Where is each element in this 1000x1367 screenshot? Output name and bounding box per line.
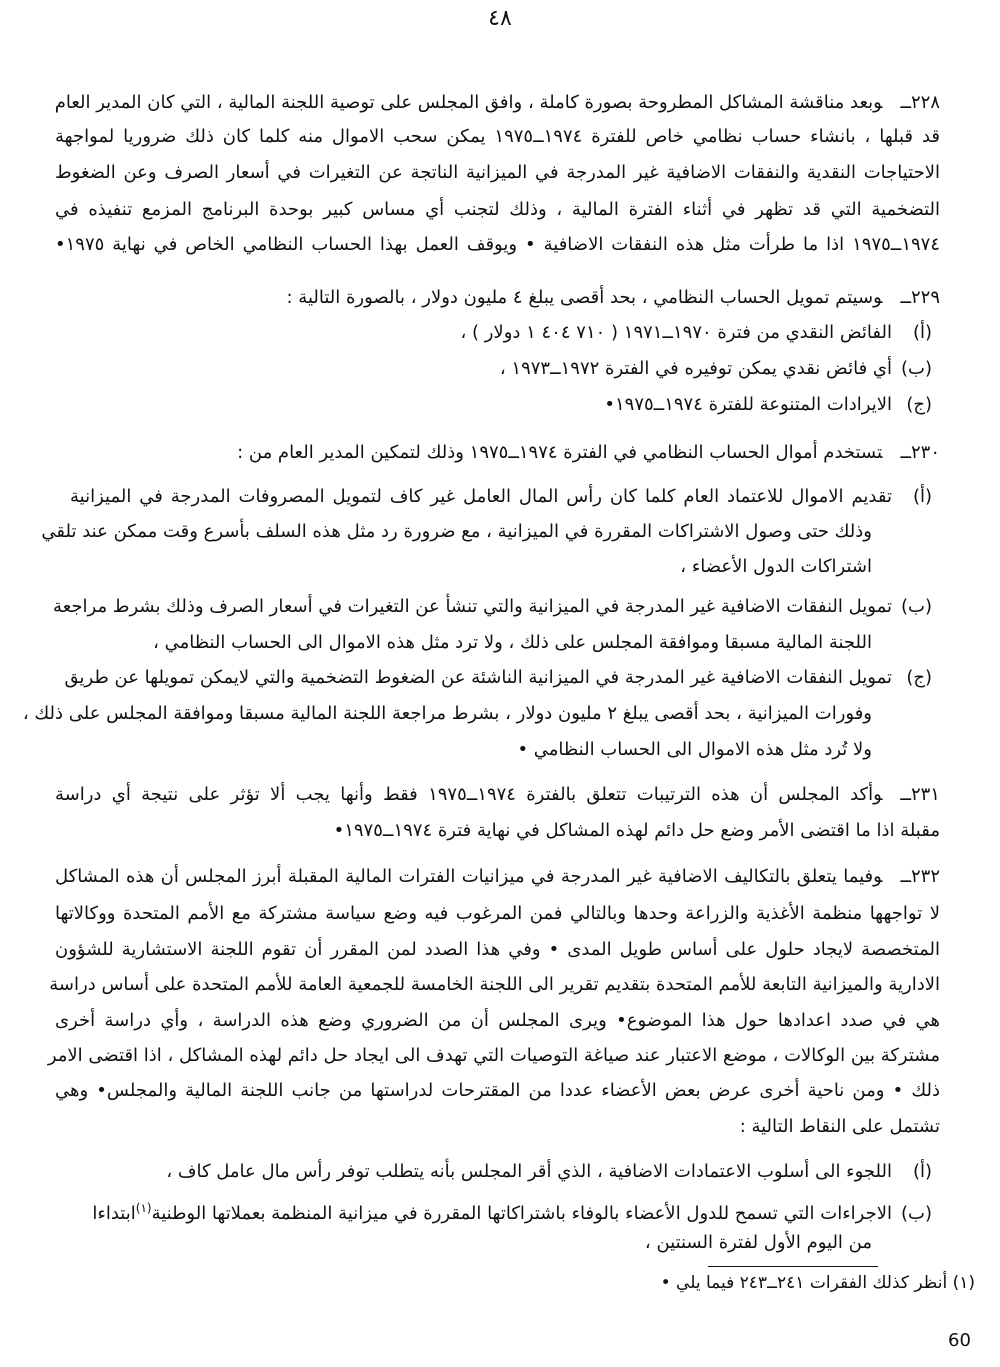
page-number-bottom: 60 — [948, 1330, 971, 1351]
item-marker: (ج) — [906, 667, 932, 688]
item-marker: (أ) — [912, 1161, 932, 1182]
para-231-number: ٢٣١ــ — [900, 784, 940, 805]
para-230-item-c-line-2: وفورات الميزانية ، بحد أقصى يبلغ ٢ مليون دولار ، بشرط مراجعة اللجنة المالية مسبقا وموافقة المجلس على ذلك ، — [22, 703, 872, 724]
para-230-item-a-line-3: اشتراكات الدول الأعضاء ، — [680, 556, 872, 577]
para-232-item-b-line-2: من اليوم الأول لفترة السنتين ، — [644, 1232, 872, 1253]
para-230-item-b-line-2: اللجنة المالية مسبقا وموافقة المجلس على ذلك ، ولا ترد مثل هذه الاموال الى الحساب النظامي ، — [153, 632, 872, 653]
para-230-intro: ٢٣٠ــتستخدم أموال الحساب النظامي في الفترة ١٩٧٤ــ١٩٧٥ وذلك لتمكين المدير العام من : — [237, 442, 940, 463]
para-232-number: ٢٣٢ــ — [900, 866, 940, 887]
item-marker: (أ) — [912, 322, 932, 343]
para-229-number: ٢٢٩ــ — [900, 287, 940, 308]
para-229-item-c: (ج)الايرادات المتنوعة للفترة ١٩٧٤ــ١٩٧٥• — [604, 390, 932, 420]
para-228-line-4: التضخمية التي قد تظهر في أثناء الفترة المالية ، وذلك لتجنب أي مساس كبير بوحدة البرنامج المزمع تنفيذه في — [55, 199, 940, 220]
para-230-item-a-line-2: وذلك حتى وصول الاشتراكات المقررة في الميزانية ، مع ضرورة رد مثل هذه السلف بأسرع وقت ممكن عند تلقي — [41, 521, 872, 542]
page-number-top: ٤٨ — [488, 6, 512, 31]
para-229-intro: ٢٢٩ــوسيتم تمويل الحساب النظامي ، بحد أقصى يبلغ ٤ مليون دولار ، بالصورة التالية : — [286, 287, 940, 308]
para-232-item-b-line-1: (ب)الاجراءات التي تسمح للدول الأعضاء بالوفاء باشتراكاتها المقررة في ميزانية المنظمة بعملاتها الوطنية$^{(١)}$ابتداءا — [92, 1193, 932, 1223]
item-marker: (ب) — [901, 358, 932, 379]
footnote-divider — [708, 1266, 878, 1267]
item-marker: (ج) — [906, 394, 932, 415]
para-232-line-1: ٢٣٢ــوفيما يتعلق بالتكاليف الاضافية غير المدرجة في ميزانيات الفترات المالية المقبلة أبرز المجلس أن هذه المشاكل — [55, 866, 940, 887]
para-228-line-3: الاحتياجات النقدية والنفقات الاضافية غير المدرجة في الميزانية الناتجة عن التغيرات في أسعار الصرف وعن الضغوط — [55, 162, 940, 183]
item-marker: (ب) — [901, 596, 932, 617]
para-232-line-5: هي في صدد اعدادها حول هذا الموضوع• ويرى المجلس أن من الضروري وضع هذه الدراسة ، وأي دراسة أخرى — [55, 1010, 940, 1031]
para-230-item-c-line-3: ولا تُرد مثل هذه الاموال الى الحساب النظامي • — [517, 739, 872, 760]
footnote: (١) أنظر كذلك الفقرات ٢٤١ــ٢٤٣ فيما يلي • — [660, 1273, 975, 1293]
footnote-reference: (١) — [135, 1201, 152, 1215]
para-228-line-1: ٢٢٨ــوبعد مناقشة المشاكل المطروحة بصورة كاملة ، وافق المجلس على توصية اللجنة المالية ، التي كان المدير العام — [54, 92, 940, 113]
para-229-item-a: (أ)الفائض النقدي من فترة ١٩٧٠ــ١٩٧١ ( ٧١٠ ٤٠٤ ١ دولار ) ، — [460, 318, 932, 348]
para-231-line-2: مقبلة اذا ما اقتضى الأمر وضع حل دائم لهذه المشاكل في نهاية فترة ١٩٧٤ــ١٩٧٥• — [333, 820, 940, 841]
para-232-item-a: (أ)اللجوء الى أسلوب الاعتمادات الاضافية ، الذي أقر المجلس بأنه يتطلب توفر رأس مال عامل كاف ، — [166, 1157, 932, 1187]
para-228-line-5: ١٩٧٤ــ١٩٧٥ اذا ما طرأت مثل هذه النفقات الاضافية • ويوقف العمل بهذا الحساب النظامي الخاص في نهاية ١٩٧٥• — [55, 234, 940, 255]
para-232-line-3: المتخصصة لايجاد حلول على أساس طويل المدى • وفي هذا الصدد لمن المقرر أن تقوم اللجنة الاستشارية للشؤون — [55, 939, 940, 960]
para-228-number: ٢٢٨ــ — [900, 92, 940, 113]
para-232-line-6: مشتركة بين الوكالات ، موضع الاعتبار عند صياغة التوصيات التي تهدف الى ايجاد حل دائم لهذه المشاكل ، اذا اقتضى الامر — [47, 1045, 940, 1066]
item-marker: (أ) — [912, 486, 932, 507]
para-229-item-b: (ب)أي فائض نقدي يمكن توفيره في الفترة ١٩٧٢ــ١٩٧٣ ، — [500, 354, 932, 384]
para-231-line-1: ٢٣١ــوأكد المجلس أن هذه الترتيبات تتعلق بالفترة ١٩٧٤ــ١٩٧٥ فقط وأنها يجب ألا تؤثر على نتيجة أي دراسة — [55, 784, 940, 805]
para-232-line-4: الادارية والميزانية التابعة للأمم المتحدة بتقديم تقرير الى اللجنة الخامسة للجمعية العامة للأمم المتحدة على أساس دراسة — [49, 974, 940, 995]
item-marker: (ب) — [901, 1203, 932, 1224]
para-232-line-2: لا تواجهها منظمة الأغذية والزراعة وحدها وبالتالي فمن المرغوب فيه وضع سياسة مشتركة مع الأمم المتحدة ووكالاتها — [55, 903, 940, 924]
para-232-line-8: تشتمل على النقاط التالية : — [739, 1116, 940, 1137]
para-230-item-b-line-1: (ب)تمويل النفقات الاضافية غير المدرجة في الميزانية والتي تنشأ عن التغيرات في أسعار الصرف وذلك بشرط مراجعة — [70, 592, 932, 622]
para-230-number: ٢٣٠ــ — [900, 442, 940, 463]
para-230-item-c-line-1: (ج)تمويل النفقات الاضافية غير المدرجة في الميزانية الناشئة عن الضغوط التضخمية والتي لايمكن تمويلها عن طريق — [70, 663, 932, 693]
para-228-line-2: قد قبلها ، بانشاء حساب نظامي خاص للفترة ١٩٧٤ــ١٩٧٥ يمكن سحب الاموال منه كلما كان ذلك ضروريا لمواجهة — [55, 126, 940, 147]
para-232-line-7: ذلك • ومن ناحية أخرى عرض بعض الأعضاء عددا من المقترحات لدراستها من جانب اللجنة المالية والمجلس• وهي — [55, 1080, 940, 1101]
para-230-item-a-line-1: (أ)تقديم الاموال للاعتماد العام كلما كان رأس المال العامل غير كاف لتمويل المصروفات المدرجة في الميزانية — [70, 482, 932, 512]
